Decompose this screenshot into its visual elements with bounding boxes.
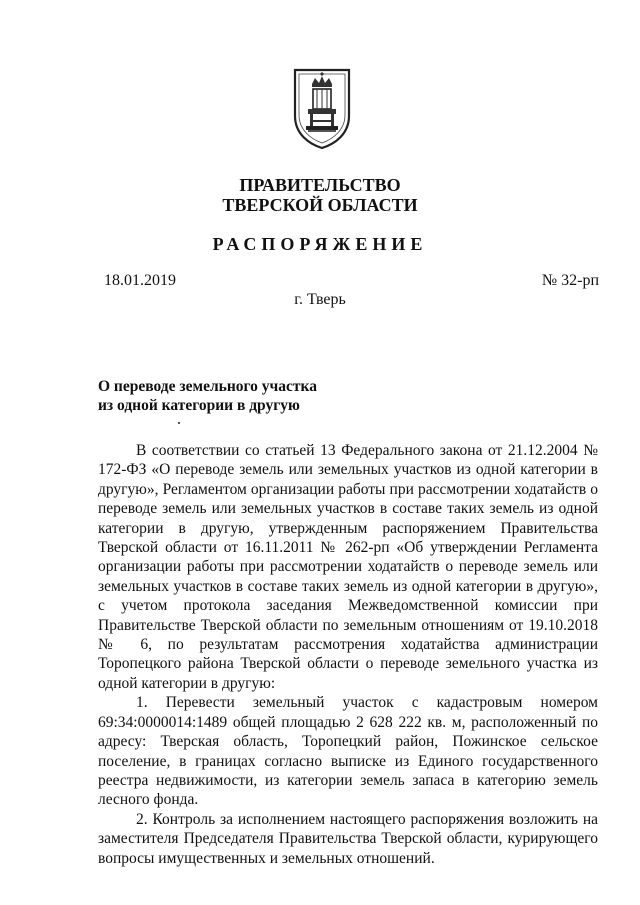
subject-line2: из одной категории в другую	[98, 397, 300, 414]
body-paragraph-item-2: 2. Контроль за исполнением настоящего распоряжения возложить на заместителя Председателя Правительства Тверской области, курирующего вопросы имущественных и земельных отношений.	[98, 810, 598, 867]
subject-line1: О переводе земельного участка	[98, 378, 317, 395]
body-paragraph-preamble: В соответствии со статьей 13 Федерального закона от 21.12.2004 № 172-ФЗ «О переводе земель или земельных участков из одной категории в другую», Регламентом организации работы при рассмотрении ходатайств о переводе земель или земельных участков в составе таких земель из одной категории в другую, утвержденным распоряжением Правительства Тверской области от 16.11.2011 № 262-рп «Об утверждении Регламента организации работы при рассмотрении ходатайств о переводе земель или земельных участков в составе таких земель из одной категории в другую», с учетом протокола заседания Межведомственной комиссии при Правительстве Тверской области по земельным отношениям от 19.10.2018 № 6, по результатам рассмотрения ходатайства администрации Торопецкого района Тверской области о переводе земельного участка из одной категории в другую:	[98, 442, 598, 692]
document-number: № 32-рп	[541, 272, 599, 289]
scan-speck	[178, 422, 180, 424]
document-body	[98, 441, 598, 868]
document-type-title: РАСПОРЯЖЕНИЕ	[212, 234, 428, 254]
org-name-line1: ПРАВИТЕЛЬСТВО	[239, 175, 401, 195]
document-city: г. Тверь	[294, 291, 346, 308]
document-date: 18.01.2019	[104, 272, 176, 289]
coat-of-arms-icon	[291, 64, 353, 150]
body-paragraph-item-1: 1. Перевести земельный участок с кадастровым номером 69:34:0000014:1489 общей площадью 2 628 222 кв. м, расположенный по адресу: Тверская область, Торопецкий район, Пожинское сельское поселение, в границах согласно выписке из Единого государственного реестра недвижимости, из категории земель запаса в категорию земель лесного фонда.	[98, 694, 598, 809]
org-name-line2: ТВЕРСКОЙ ОБЛАСТИ	[222, 195, 418, 215]
document-subject	[98, 377, 317, 415]
